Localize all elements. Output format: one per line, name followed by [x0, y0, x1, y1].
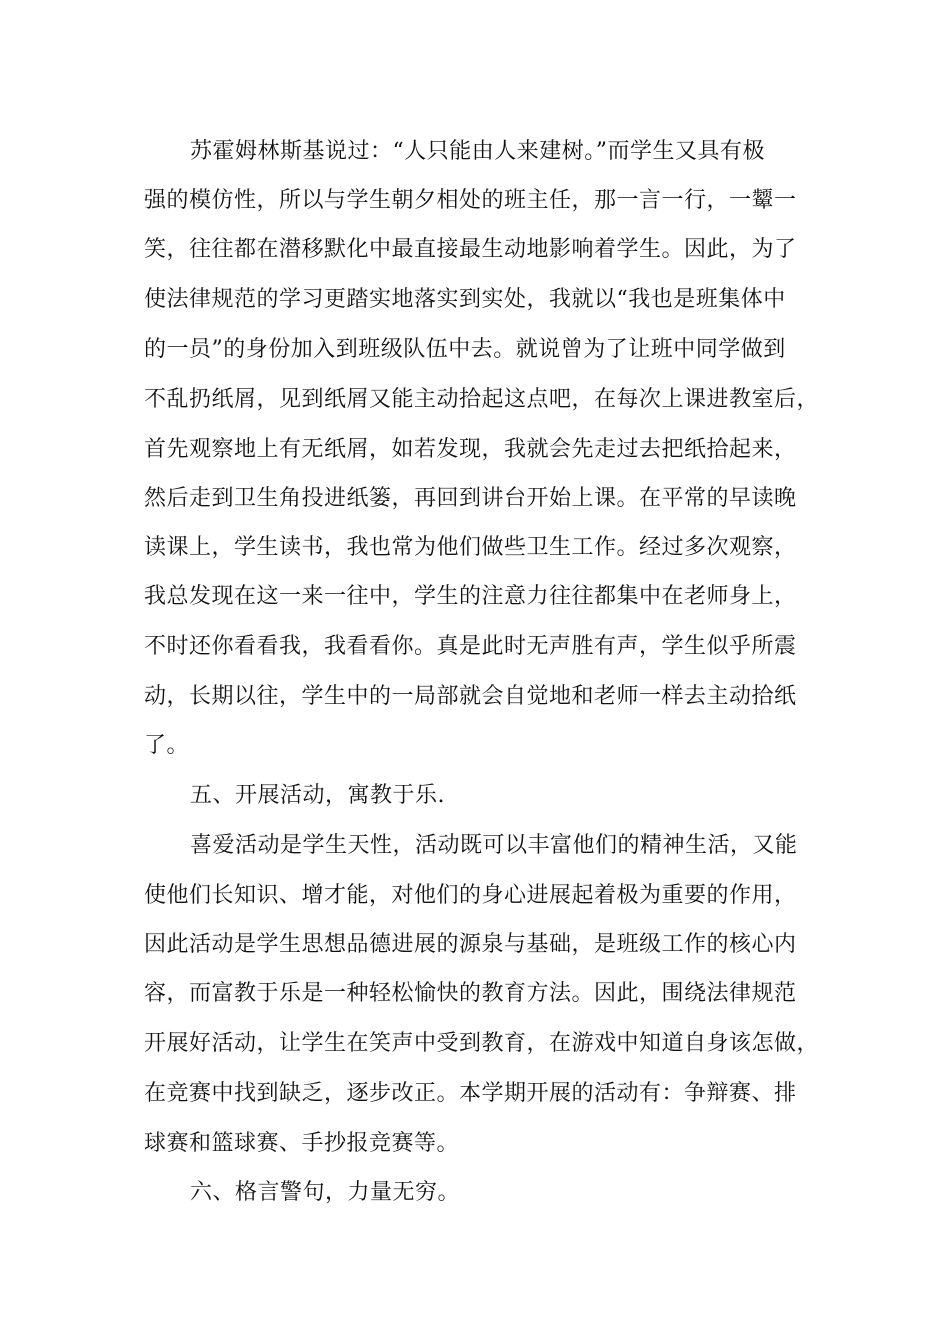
paragraph-line: 首先观察地上有无纸屑，如若发现，我就会先走过去把纸拾起来，: [144, 437, 797, 462]
paragraph-line: 笑，往往都在潜移默化中最直接最生动地影响着学生。因此，为了: [144, 237, 797, 262]
paragraph-line: 我总发现在这一来一往中，学生的注意力往往都集中在老师身上，: [144, 584, 797, 609]
paragraph-line: 开展好活动，让学生在笑声中受到教育，在游戏中知道自身该怎做，: [144, 1031, 820, 1056]
paragraph-line: 不乱扔纸屑，见到纸屑又能主动拾起这点吧，在每次上课进教室后，: [144, 387, 820, 412]
paragraph-line: 在竞赛中找到缺乏，逐步改正。本学期开展的活动有：争辩赛、排: [144, 1081, 797, 1106]
paragraph-line: 喜爱活动是学生天性，活动既可以丰富他们的精神生活，又能: [190, 833, 798, 858]
paragraph-line: 动，长期以往，学生中的一局部就会自觉地和老师一样去主动拾纸: [144, 684, 797, 709]
paragraph-line: 苏霍姆林斯基说过：“人只能由人来建树。”而学生又具有极: [190, 139, 765, 164]
paragraph-line: 因此活动是学生思想品德进展的源泉与基础，是班级工作的核心内: [144, 932, 797, 957]
paragraph-line: 使他们长知识、增才能，对他们的身心进展起着极为重要的作用，: [144, 883, 797, 908]
paragraph-line: 了。: [144, 733, 190, 758]
paragraph-line: 容，而富教于乐是一种轻松愉快的教育方法。因此，围绕法律规范: [144, 981, 797, 1006]
paragraph-line: 使法律规范的学习更踏实地落实到实处，我就以“我也是班集体中: [144, 287, 786, 312]
section-heading: 五、开展活动，寓教于乐.: [190, 783, 445, 808]
paragraph-line: 读课上，学生读书，我也常为他们做些卫生工作。经过多次观察，: [144, 535, 797, 560]
section-heading: 六、格言警句，力量无穷。: [190, 1180, 461, 1205]
paragraph-line: 强的模仿性，所以与学生朝夕相处的班主任，那一言一行，一颦一: [144, 188, 797, 213]
paragraph-line: 球赛和篮球赛、手抄报竞赛等。: [144, 1131, 460, 1156]
paragraph-line: 然后走到卫生角投进纸篓，再回到讲台开始上课。在平常的早读晚: [144, 486, 797, 511]
paragraph-line: 不时还你看看我，我看看你。真是此时无声胜有声，学生似乎所震: [144, 634, 797, 659]
paragraph-line: 的一员”的身份加入到班级队伍中去。就说曾为了让班中同学做到: [144, 337, 786, 362]
